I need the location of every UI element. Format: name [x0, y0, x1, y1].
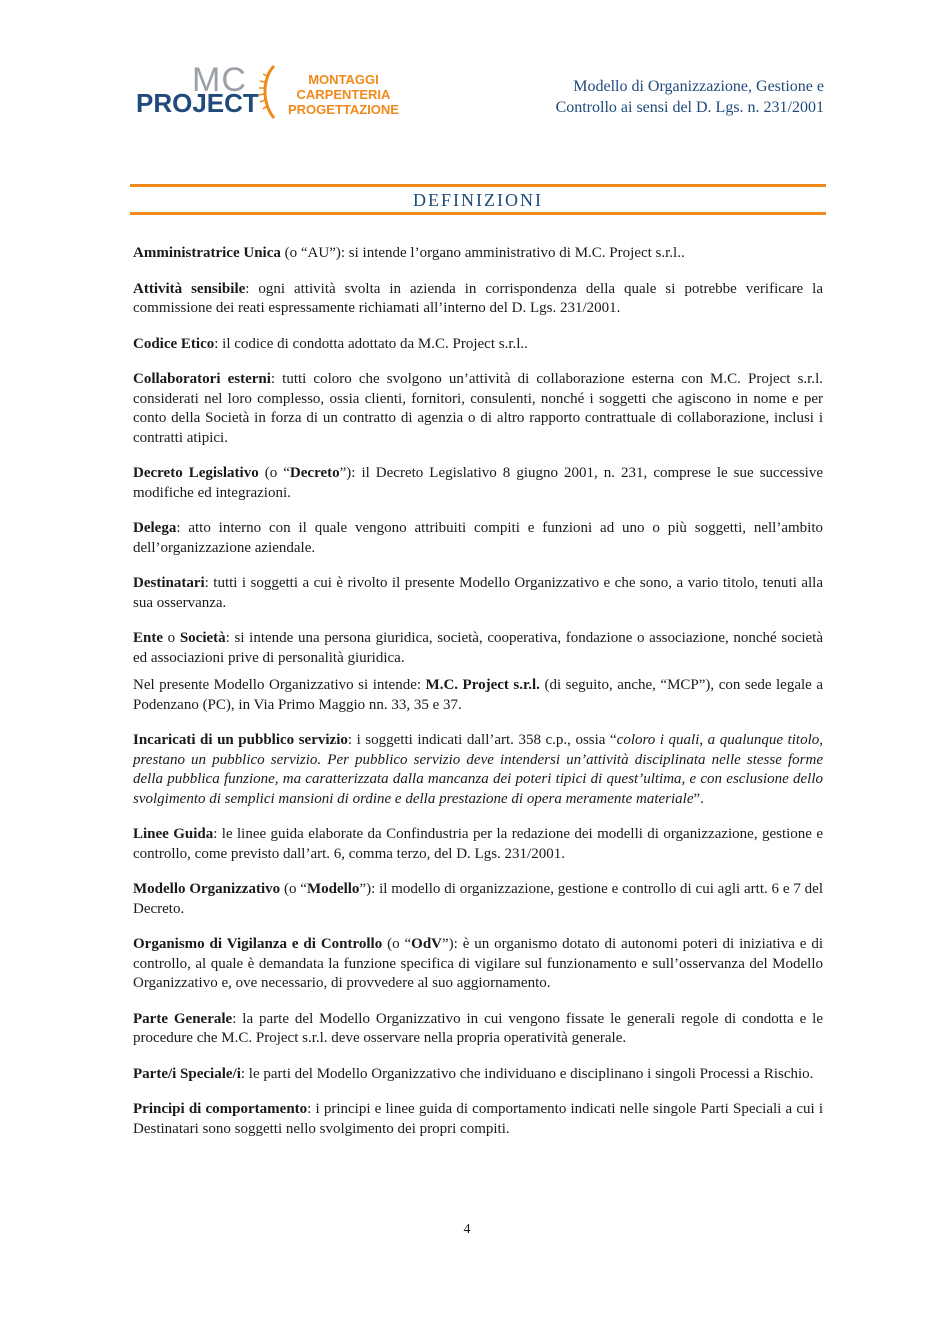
definition-term: Modello Organizzativo [133, 881, 281, 897]
definition-text: : i principi e linee guida di comportamento indicati nelle singole Parti Speciali a cui i Destinatari sono soggetti nello svolgimento dei propri compiti. [133, 1101, 823, 1137]
definition-item [133, 731, 823, 809]
definition-item [133, 880, 823, 919]
definition-term: M.C. Project s.r.l. [425, 677, 540, 693]
definition-term: Amministratrice Unica [133, 245, 281, 261]
definition-term: Parte Generale [133, 1010, 233, 1027]
definition-text: ”. [693, 790, 704, 807]
page-number: 4 [463, 1222, 471, 1237]
definition-item [133, 370, 823, 448]
definition-text: (o “ [280, 881, 307, 897]
definition-term: Parte/i Speciale/i [133, 1065, 241, 1082]
definition-text: : il codice di condotta adottato da M.C. Project s.r.l.. [214, 335, 528, 352]
definition-text: (o “ [382, 936, 412, 952]
definition-item [133, 1010, 823, 1049]
definition-term: Delega [133, 520, 177, 536]
logo-tagline [288, 72, 399, 117]
definition-term: Incaricati di un pubblico servizio [133, 732, 348, 748]
definition-text: ”): il modello di organizzazione, gestione e controllo di cui agli artt. 6 e 7 del Decreto. [133, 881, 824, 917]
definition-text: : atto interno con il quale vengono attribuiti compiti e funzioni ad uno o più soggetti, nell’ambito dell’organizzazione aziendale. [133, 520, 823, 556]
definition-term: Modello [306, 881, 360, 897]
definition-quote: coloro i quali, a qualunque titolo, prestano un pubblico servizio. Per pubblico servizio deve intendersi un’attività disciplinata nelle stesse forme della pubblica funzione, ma caratterizzata dalla mancanza dei poteri tipici di quest’ultima, e con esclusione dello svolgimento di semplici mansioni di ordine e della prestazione di opera meramente materiale [133, 732, 823, 807]
definition-term: Principi di comportamento [133, 1101, 308, 1117]
definition-term: Società [179, 630, 226, 646]
logo-arc-icon [256, 64, 284, 120]
definition-term: Ente [133, 630, 163, 646]
logo-tagline-line: PROGETTAZIONE [288, 102, 399, 117]
definition-text: ”): il Decreto Legislativo 8 giugno 2001, n. 231, comprese le sue successive modifiche ed integrazioni. [133, 465, 824, 501]
definition-item [133, 935, 823, 994]
logo-project-text: PROJECT [136, 88, 259, 118]
definition-term: Destinatari [133, 575, 205, 591]
definition-text: Nel presente Modello Organizzativo si intende: [133, 677, 426, 693]
definitions-list [133, 244, 823, 1155]
definition-text: : la parte del Modello Organizzativo in cui vengono fissate le generali regole di condotta e le procedure che M.C. Project s.r.l. deve osservare nella propria operatività generale. [133, 1010, 823, 1046]
definition-item [133, 335, 823, 355]
header-title-line: Controllo ai sensi del D. Lgs. n. 231/2001 [555, 99, 824, 116]
definition-text: : si intende una persona giuridica, società, cooperativa, fondazione o associazione, nonché società ed associazioni prive di personalità giuridica. [133, 630, 824, 666]
definition-text: o [163, 630, 180, 646]
definition-text: : i soggetti indicati dall’art. 358 c.p., ossia “ [347, 732, 617, 748]
definition-term: Decreto Legislativo [133, 465, 259, 481]
document-header-title [504, 76, 824, 118]
definition-item [133, 519, 823, 558]
definition-text: : ogni attività svolta in azienda in corrispondenza della quale si potrebbe verificare la commissione dei reati espressamente richiamati all’interno del D. Lgs. 231/2001. [133, 280, 823, 316]
heading-rule-bottom [130, 212, 826, 215]
definition-item [133, 244, 823, 264]
definition-term: Decreto [289, 465, 340, 481]
definition-item [133, 574, 823, 613]
definition-item [133, 825, 823, 864]
definition-term: Organismo di Vigilanza e di Controllo [133, 936, 383, 952]
header-title-line: Modello di Organizzazione, Gestione e [573, 78, 824, 95]
definition-text: : le parti del Modello Organizzativo che individuano e disciplinano i singoli Processi a Rischio. [240, 1065, 814, 1082]
definition-term: Linee Guida [133, 826, 214, 842]
definition-text: (o “AU”): si intende l’organo amministrativo di M.C. Project s.r.l.. [280, 245, 685, 261]
definition-term: OdV [411, 936, 443, 952]
definition-item [133, 629, 823, 668]
definition-item [133, 1100, 823, 1139]
definition-item [133, 280, 823, 319]
definition-text: ”): è un organismo dotato di autonomi poteri di iniziativa e di controllo, al quale è demandata la funzione specifica di vigilare sul funzionamento e sull’osservanza del Modello Organizzativo e, ove necessario, di provvedere al suo aggiornamento. [133, 936, 823, 991]
definition-term: Attività sensibile [133, 280, 246, 297]
definition-text: : le linee guida elaborate da Confindustria per la redazione dei modelli di organizzazione, gestione e controllo, come previsto dall’art. 6, comma terzo, del D. Lgs. 231/2001. [133, 826, 823, 862]
heading-rule-top [130, 184, 826, 187]
company-logo [136, 61, 406, 120]
logo-tagline-line: MONTAGGI [308, 72, 379, 87]
definition-term: Codice Etico [133, 335, 215, 352]
definition-text: : tutti i soggetti a cui è rivolto il presente Modello Organizzativo e che sono, a vario titolo, tenuti alla sua osservanza. [133, 575, 823, 611]
definition-text: : tutti coloro che svolgono un’attività di collaborazione esterna con M.C. Project s.r.l. considerati nel loro complesso, ossia clienti, fornitori, consulenti, nonché i soggetti che agiscono in nome e per conto della Società in forza di un contratto di agenzia o di altro rapporto contrattuale di collaborazione, inclusi i contratti atipici. [133, 371, 823, 446]
definition-text: (o “ [258, 465, 290, 481]
definition-item [133, 1065, 823, 1085]
definition-text: (di seguito, anche, “MCP”), con sede legale a Podenzano (PC), in Via Primo Maggio nn. 33, 35 e 37. [133, 677, 823, 713]
definition-term: Collaboratori esterni [133, 371, 271, 387]
definition-item [133, 464, 823, 503]
logo-mc-text: MC [192, 61, 247, 99]
definition-item [133, 676, 823, 715]
logo-tagline-line: CARPENTERIA [296, 87, 391, 102]
section-title: DEFINIZIONI [413, 190, 543, 210]
